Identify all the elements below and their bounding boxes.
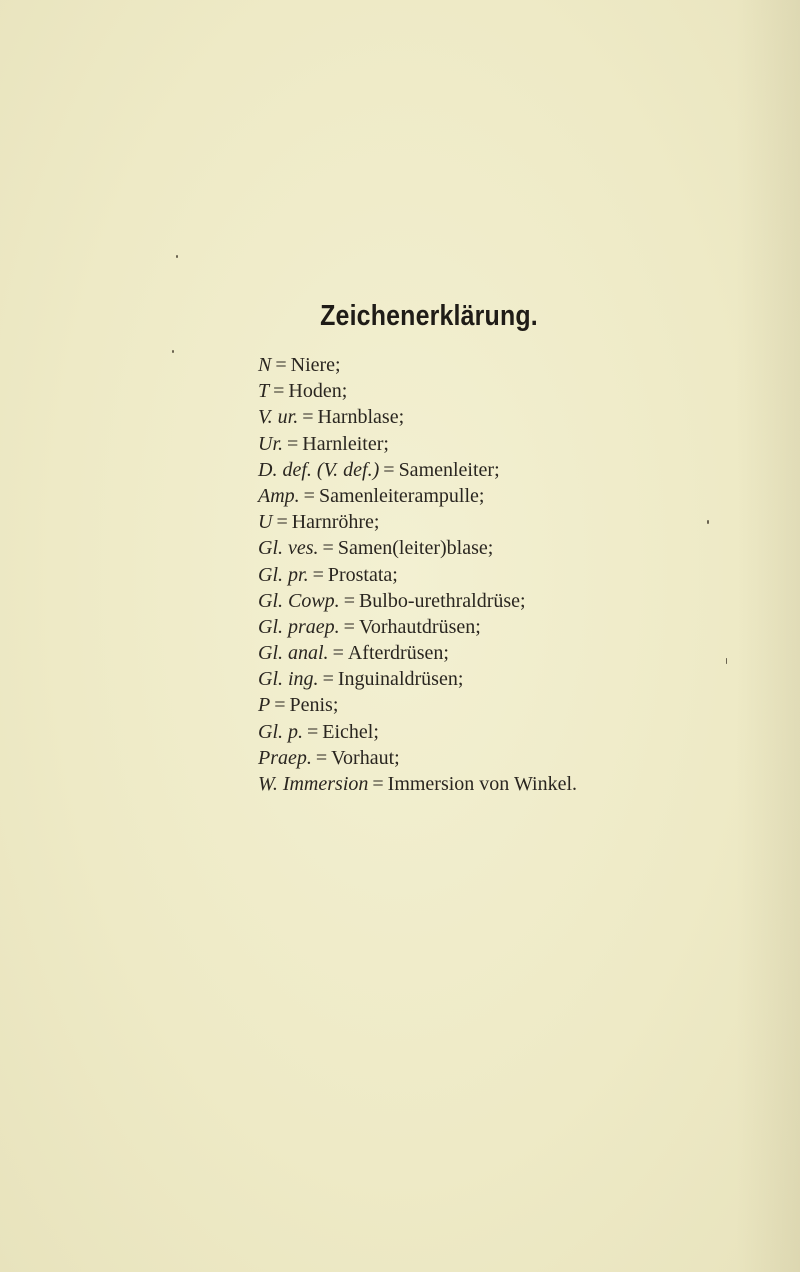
legend-meaning: Immersion von Winkel. xyxy=(387,773,578,795)
legend-abbreviation: Ur. xyxy=(258,432,284,455)
legend-meaning: Vorhaut; xyxy=(331,746,400,769)
legend-meaning: Harnblase; xyxy=(317,406,405,429)
legend-abbreviation: Amp. xyxy=(258,484,300,507)
equals-sign: = xyxy=(273,380,285,403)
equals-sign: = xyxy=(275,354,287,376)
legend-abbreviation: Gl. Cowp. xyxy=(258,589,340,612)
legend-entry xyxy=(258,431,577,457)
legend-abbreviation: Gl. ing. xyxy=(258,668,319,691)
equals-sign: = xyxy=(383,458,395,481)
equals-sign: = xyxy=(312,563,324,586)
legend-abbreviation: U xyxy=(258,511,273,534)
page-title: Zeichenerklärung. xyxy=(320,300,538,332)
paper-speck xyxy=(707,520,709,524)
equals-sign: = xyxy=(303,484,315,507)
equals-sign: = xyxy=(307,720,319,743)
legend-meaning: Harnleiter; xyxy=(302,432,389,455)
paper-speck xyxy=(176,255,178,258)
equals-sign: = xyxy=(343,615,355,638)
equals-sign: = xyxy=(287,432,299,455)
legend-entry xyxy=(258,509,577,535)
legend-entry xyxy=(258,535,577,561)
legend-abbreviation: T xyxy=(258,380,270,403)
paper-speck xyxy=(172,350,174,353)
equals-sign: = xyxy=(332,642,344,665)
legend-meaning: Niere; xyxy=(290,354,341,376)
legend-entry xyxy=(258,719,577,745)
legend-entry xyxy=(258,745,577,771)
legend-entry xyxy=(258,640,577,666)
legend-entry xyxy=(258,457,577,483)
legend-abbreviation: P xyxy=(258,694,271,717)
legend-abbreviation: V. ur. xyxy=(258,406,299,429)
legend-abbreviation: D. def. (V. def.) xyxy=(258,458,380,481)
legend-entry xyxy=(258,404,577,430)
legend-abbreviation: Gl. ves. xyxy=(258,537,319,560)
legend-entry xyxy=(258,692,577,718)
equals-sign: = xyxy=(274,694,286,717)
equals-sign: = xyxy=(302,406,314,429)
legend-meaning: Eichel; xyxy=(322,720,379,743)
equals-sign: = xyxy=(372,773,384,795)
legend-abbreviation: Praep. xyxy=(258,746,312,769)
legend-entry xyxy=(258,483,577,509)
legend-entry xyxy=(258,378,577,404)
equals-sign: = xyxy=(343,589,355,612)
legend-abbreviation: Gl. praep. xyxy=(258,615,340,638)
legend-meaning: Afterdrüsen; xyxy=(347,642,449,665)
legend-meaning: Bulbo-urethraldrüse; xyxy=(358,589,526,612)
legend-abbreviation: N xyxy=(258,354,272,376)
legend-list xyxy=(258,352,577,797)
legend-abbreviation: W. Immersion xyxy=(258,773,369,795)
equals-sign: = xyxy=(276,511,288,534)
legend-abbreviation: Gl. anal. xyxy=(258,642,329,665)
legend-meaning: Inguinaldrüsen; xyxy=(337,668,464,691)
legend-entry xyxy=(258,588,577,614)
equals-sign: = xyxy=(322,668,334,691)
legend-abbreviation: Gl. p. xyxy=(258,720,303,743)
legend-entry xyxy=(258,352,577,378)
legend-meaning: Hoden; xyxy=(288,380,348,403)
legend-meaning: Vorhautdrüsen; xyxy=(358,615,481,638)
legend-meaning: Samenleiterampulle; xyxy=(318,484,485,507)
legend-entry xyxy=(258,562,577,588)
legend-meaning: Prostata; xyxy=(327,563,398,586)
legend-abbreviation: Gl. pr. xyxy=(258,563,309,586)
equals-sign: = xyxy=(322,537,334,560)
legend-meaning: Samen(leiter)blase; xyxy=(337,537,494,560)
legend-entry xyxy=(258,771,577,797)
legend-meaning: Penis; xyxy=(289,694,339,717)
equals-sign: = xyxy=(315,746,328,769)
legend-meaning: Samenleiter; xyxy=(398,458,500,481)
legend-entry xyxy=(258,614,577,640)
legend-entry xyxy=(258,666,577,692)
paper-speck xyxy=(726,658,727,664)
legend-meaning: Harnröhre; xyxy=(291,511,380,534)
